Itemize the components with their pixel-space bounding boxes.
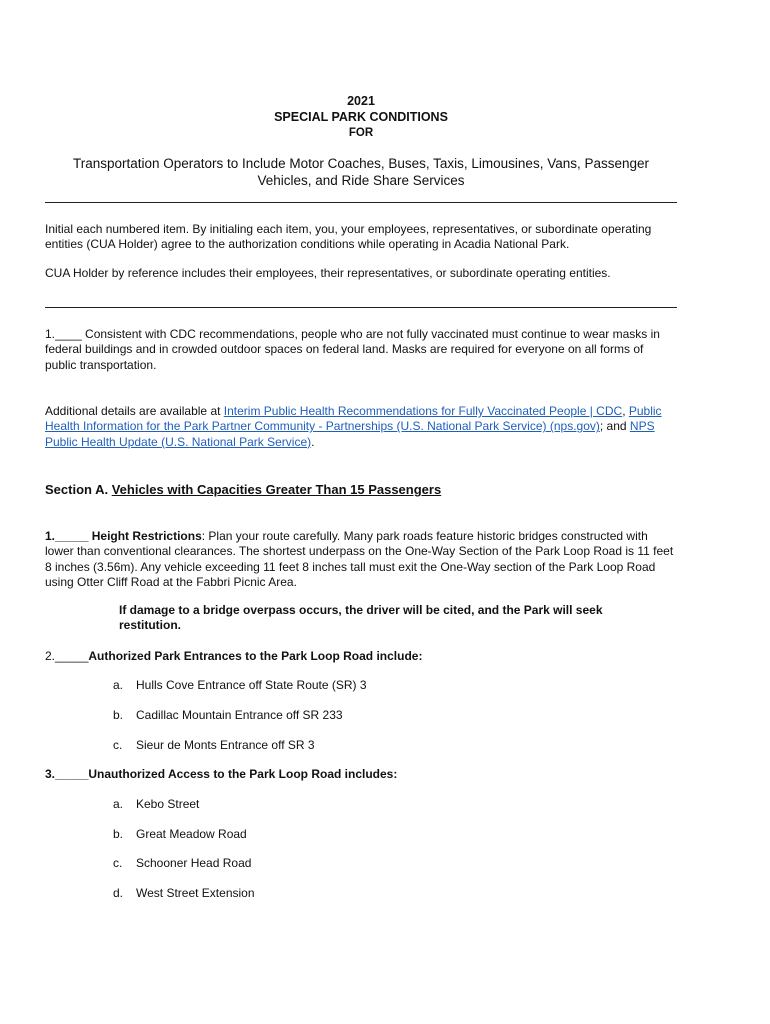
mask-requirement-item: 1.____ Consistent with CDC recommendations, people who are not fully vaccinated must continue to wear masks in federal buildings and in crowded outdoor spaces on federal land. Masks are required for everyone on all forms of public transportation. [45,327,660,372]
list-item [113,678,367,693]
list-item-text: Hulls Cove Entrance off State Route (SR) 3 [136,678,367,692]
list-item [113,886,255,901]
list-item [113,738,315,753]
divider-middle [45,307,677,308]
divider-top [45,202,677,203]
authorized-entrances-title: Authorized Park Entrances to the Park Loop Road include: [88,649,423,663]
link-nps-public-health-update[interactable]: NPS Public Health Update (U.S. National Park Service) [45,419,655,449]
intro-paragraph-2: CUA Holder by reference includes their employees, their representatives, or subordinate operating entities. [45,266,611,280]
list-item-text: West Street Extension [136,886,255,900]
details-separator: , [622,404,629,418]
list-marker: c. [113,856,123,870]
list-item-text: Great Meadow Road [136,827,247,841]
list-marker: b. [113,827,124,841]
details-prefix: Additional details are available at [45,404,224,418]
section-a-heading [45,481,441,498]
list-item-text: Kebo Street [136,797,200,811]
list-item-text: Schooner Head Road [136,856,252,870]
list-item [113,856,251,871]
authorized-entrances-heading [45,649,422,664]
list-item [113,708,343,723]
list-marker: c. [113,738,123,752]
document-year: 2021 [347,94,375,108]
document-for: FOR [348,127,374,139]
list-marker: a. [113,797,124,811]
link-park-partner-health-info[interactable]: Public Health Information for the Park Partner Community - Partnerships (U.S. National Park Service) (nps.gov) [45,404,662,434]
authorized-entrances-number: 2._____ [45,649,89,663]
list-item [113,797,199,812]
list-item-text: Sieur de Monts Entrance off SR 3 [136,738,315,752]
list-item [113,827,247,842]
height-restrictions-text: : Plan your route carefully. Many park roads feature historic bridges constructed with lower than conventional clearances. The shortest underpass on the One-Way Section of the Park Loop Road is 11 feet 8 inches (3.56m). Any vehicle exceeding 11 feet 8 inches tall must exit the One-Way section of the Park Loop Road using Otter Cliff Road at the Fabbri Picnic Area. [45,529,674,590]
height-restrictions-label: Height Restrictions [88,529,202,543]
details-separator: ; and [599,419,630,434]
link-cdc-recommendations[interactable]: Interim Public Health Recommendations for Fully Vaccinated People | CDC [223,404,623,418]
list-item-text: Cadillac Mountain Entrance off SR 233 [136,708,343,722]
list-marker: d. [113,886,124,900]
height-restrictions-number: 1._____ [45,529,89,543]
unauthorized-access-title: Unauthorized Access to the Park Loop Road includes: [88,767,398,781]
section-a-prefix: Section A. [45,482,112,497]
unauthorized-access-heading [45,767,397,782]
additional-details-paragraph [45,404,677,450]
intro-paragraph-1: Initial each numbered item. By initialing each item, you, your employees, representatives, or subordinate operating entities (CUA Holder) agree to the authorization conditions while operating in Acadia National Park. [45,222,652,252]
unauthorized-access-number: 3._____ [45,767,89,781]
height-restrictions-item [45,529,677,591]
section-a-title: Vehicles with Capacities Greater Than 15 Passengers [111,482,442,497]
bridge-damage-warning: If damage to a bridge overpass occurs, the driver will be cited, and the Park will seek restitution. [119,603,603,633]
document-subtitle: Transportation Operators to Include Motor Coaches, Buses, Taxis, Limousines, Vans, Passenger Vehicles, and Ride Share Services [72,156,650,188]
details-suffix: . [311,434,315,449]
list-marker: b. [113,708,124,722]
document-title: SPECIAL PARK CONDITIONS [274,110,448,124]
list-marker: a. [113,678,124,692]
